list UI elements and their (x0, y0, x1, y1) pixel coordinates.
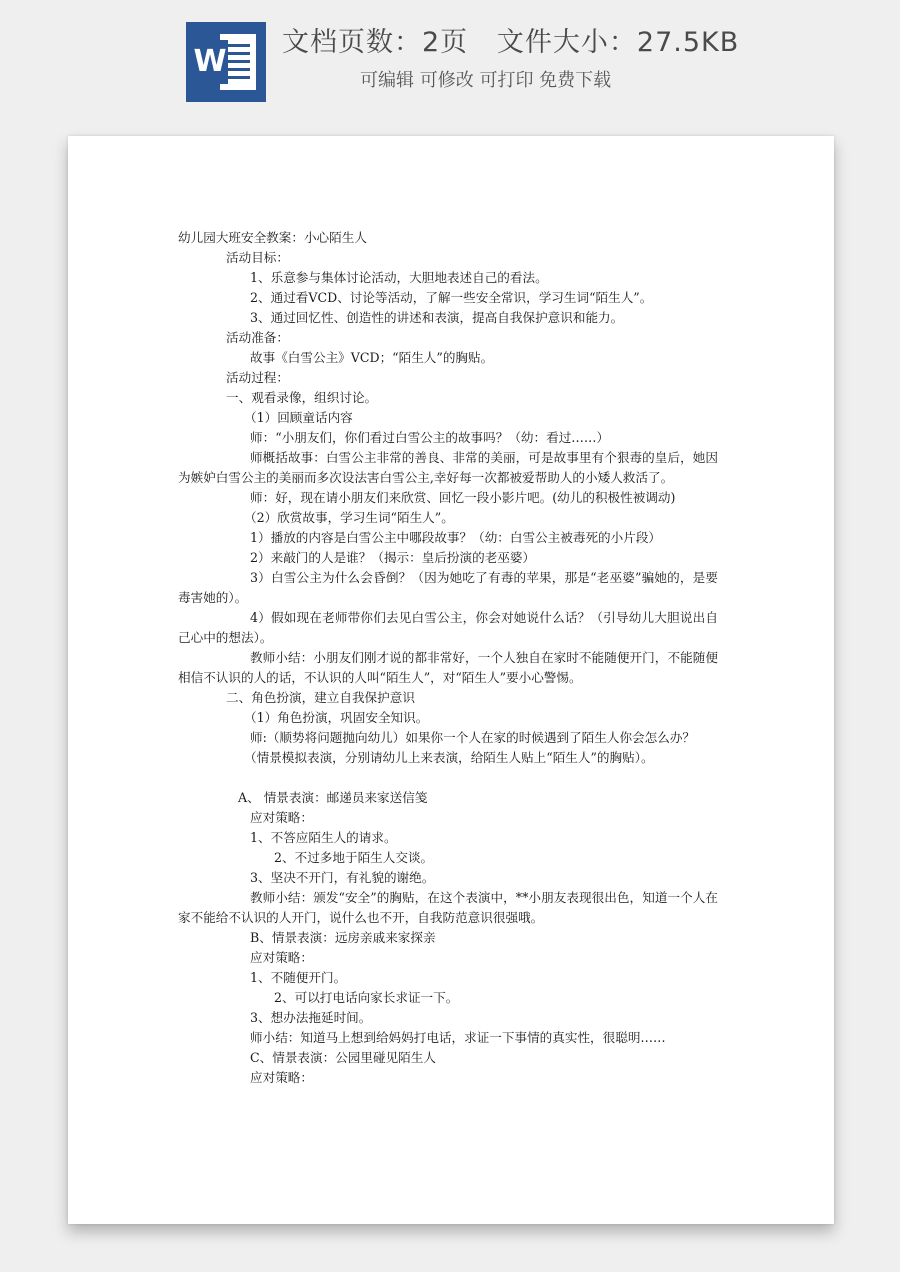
paragraph: 1）播放的内容是白雪公主中哪段故事？（幼：白雪公主被毒死的小片段） (250, 530, 662, 545)
paragraph: （情景模拟表演，分别请幼儿上来表演，给陌生人贴上“陌生人”的胸贴）。 (244, 750, 654, 765)
paragraph: 应对策略： (250, 1070, 313, 1085)
paragraph: 3、通过回忆性、创造性的讲述和表演，提高自我保护意识和能力。 (250, 310, 624, 325)
paragraph: （2）欣赏故事，学习生词“陌生人”。 (244, 510, 454, 525)
file-features-subtitle: 可编辑 可修改 可打印 免费下载 (360, 70, 612, 91)
document-body (178, 228, 718, 1088)
paragraph: 4）假如现在老师带你们去见白雪公主，你会对她说什么话？（引导幼儿大胆说出自己心中的想法）。 (178, 610, 718, 645)
paragraph: 2、不过多地于陌生人交谈。 (274, 850, 434, 865)
paragraph: 应对策略： (250, 810, 313, 825)
paragraph: C、情景表演：公园里碰见陌生人 (250, 1050, 436, 1065)
paragraph: 2、可以打电话向家长求证一下。 (274, 990, 459, 1005)
document-page (68, 136, 834, 1224)
blank-line (178, 768, 718, 788)
paragraph: 1、乐意参与集体讨论活动，大胆地表述自己的看法。 (250, 270, 548, 285)
file-info-title: 文档页数：2页 文件大小：27.5KB (282, 27, 740, 58)
section-heading: 活动准备： (226, 330, 289, 345)
download-banner (0, 0, 900, 118)
paragraph: （1）角色扮演，巩固安全知识。 (244, 710, 429, 725)
paragraph: 故事《白雪公主》VCD；“陌生人”的胸贴。 (250, 350, 494, 365)
paragraph: 教师小结：颁发“安全”的胸贴，在这个表演中，**小朋友表现很出色，知道一个人在家不能给不认识的人开门，说什么也不开，自我防范意识很强哦。 (178, 890, 718, 925)
paragraph: 师:（顺势将问题抛向幼儿）如果你一个人在家的时候遇到了陌生人你会怎么办？ (250, 730, 696, 745)
paragraph: 1、不答应陌生人的请求。 (250, 830, 397, 845)
paragraph: 3）白雪公主为什么会昏倒？（因为她吃了有毒的苹果，那是“老巫婆”骗她的，是要毒害她的）。 (178, 570, 718, 605)
paragraph: 3、想办法拖延时间。 (250, 1010, 372, 1025)
paragraph: 师：“小朋友们，你们看过白雪公主的故事吗？（幼：看过……） (250, 430, 610, 445)
paragraph: 师小结：知道马上想到给妈妈打电话，求证一下事情的真实性，很聪明…… (250, 1030, 666, 1045)
section-heading: 活动目标： (226, 250, 289, 265)
paragraph: 教师小结：小朋友们刚才说的都非常好，一个人独自在家时不能随便开门，不能随便相信不认识的人的话，不认识的人叫“陌生人”，对“陌生人”要小心警惕。 (178, 650, 718, 685)
paragraph: （1）回顾童话内容 (244, 410, 353, 425)
paragraph: A、 情景表演：邮递员来家送信笺 (238, 790, 428, 805)
paragraph: 一、观看录像，组织讨论。 (226, 390, 378, 405)
word-document-icon (186, 22, 266, 102)
paragraph: 3、坚决不开门，有礼貌的谢绝。 (250, 870, 435, 885)
word-letter: W (192, 40, 228, 84)
paragraph: 2）来敲门的人是谁？（揭示：皇后扮演的老巫婆） (250, 550, 536, 565)
paragraph: B、情景表演：远房亲戚来家探亲 (250, 930, 436, 945)
paragraph: 1、不随便开门。 (250, 970, 347, 985)
document-title: 幼儿园大班安全教案：小心陌生人 (178, 230, 367, 245)
section-heading: 活动过程： (226, 370, 289, 385)
paragraph: 师概括故事：白雪公主非常的善良、非常的美丽，可是故事里有个狠毒的皇后，她因为嫉妒白雪公主的美丽而多次设法害白雪公主,幸好每一次都被爱帮助人的小矮人救活了。 (178, 450, 718, 485)
paragraph: 应对策略： (250, 950, 313, 965)
paragraph: 二、角色扮演，建立自我保护意识 (226, 690, 415, 705)
paragraph: 师：好，现在请小朋友们来欣赏、回忆一段小影片吧。(幼儿的积极性被调动) (250, 490, 676, 505)
paragraph: 2、通过看VCD、讨论等活动，了解一些安全常识，学习生词“陌生人”。 (250, 290, 653, 305)
